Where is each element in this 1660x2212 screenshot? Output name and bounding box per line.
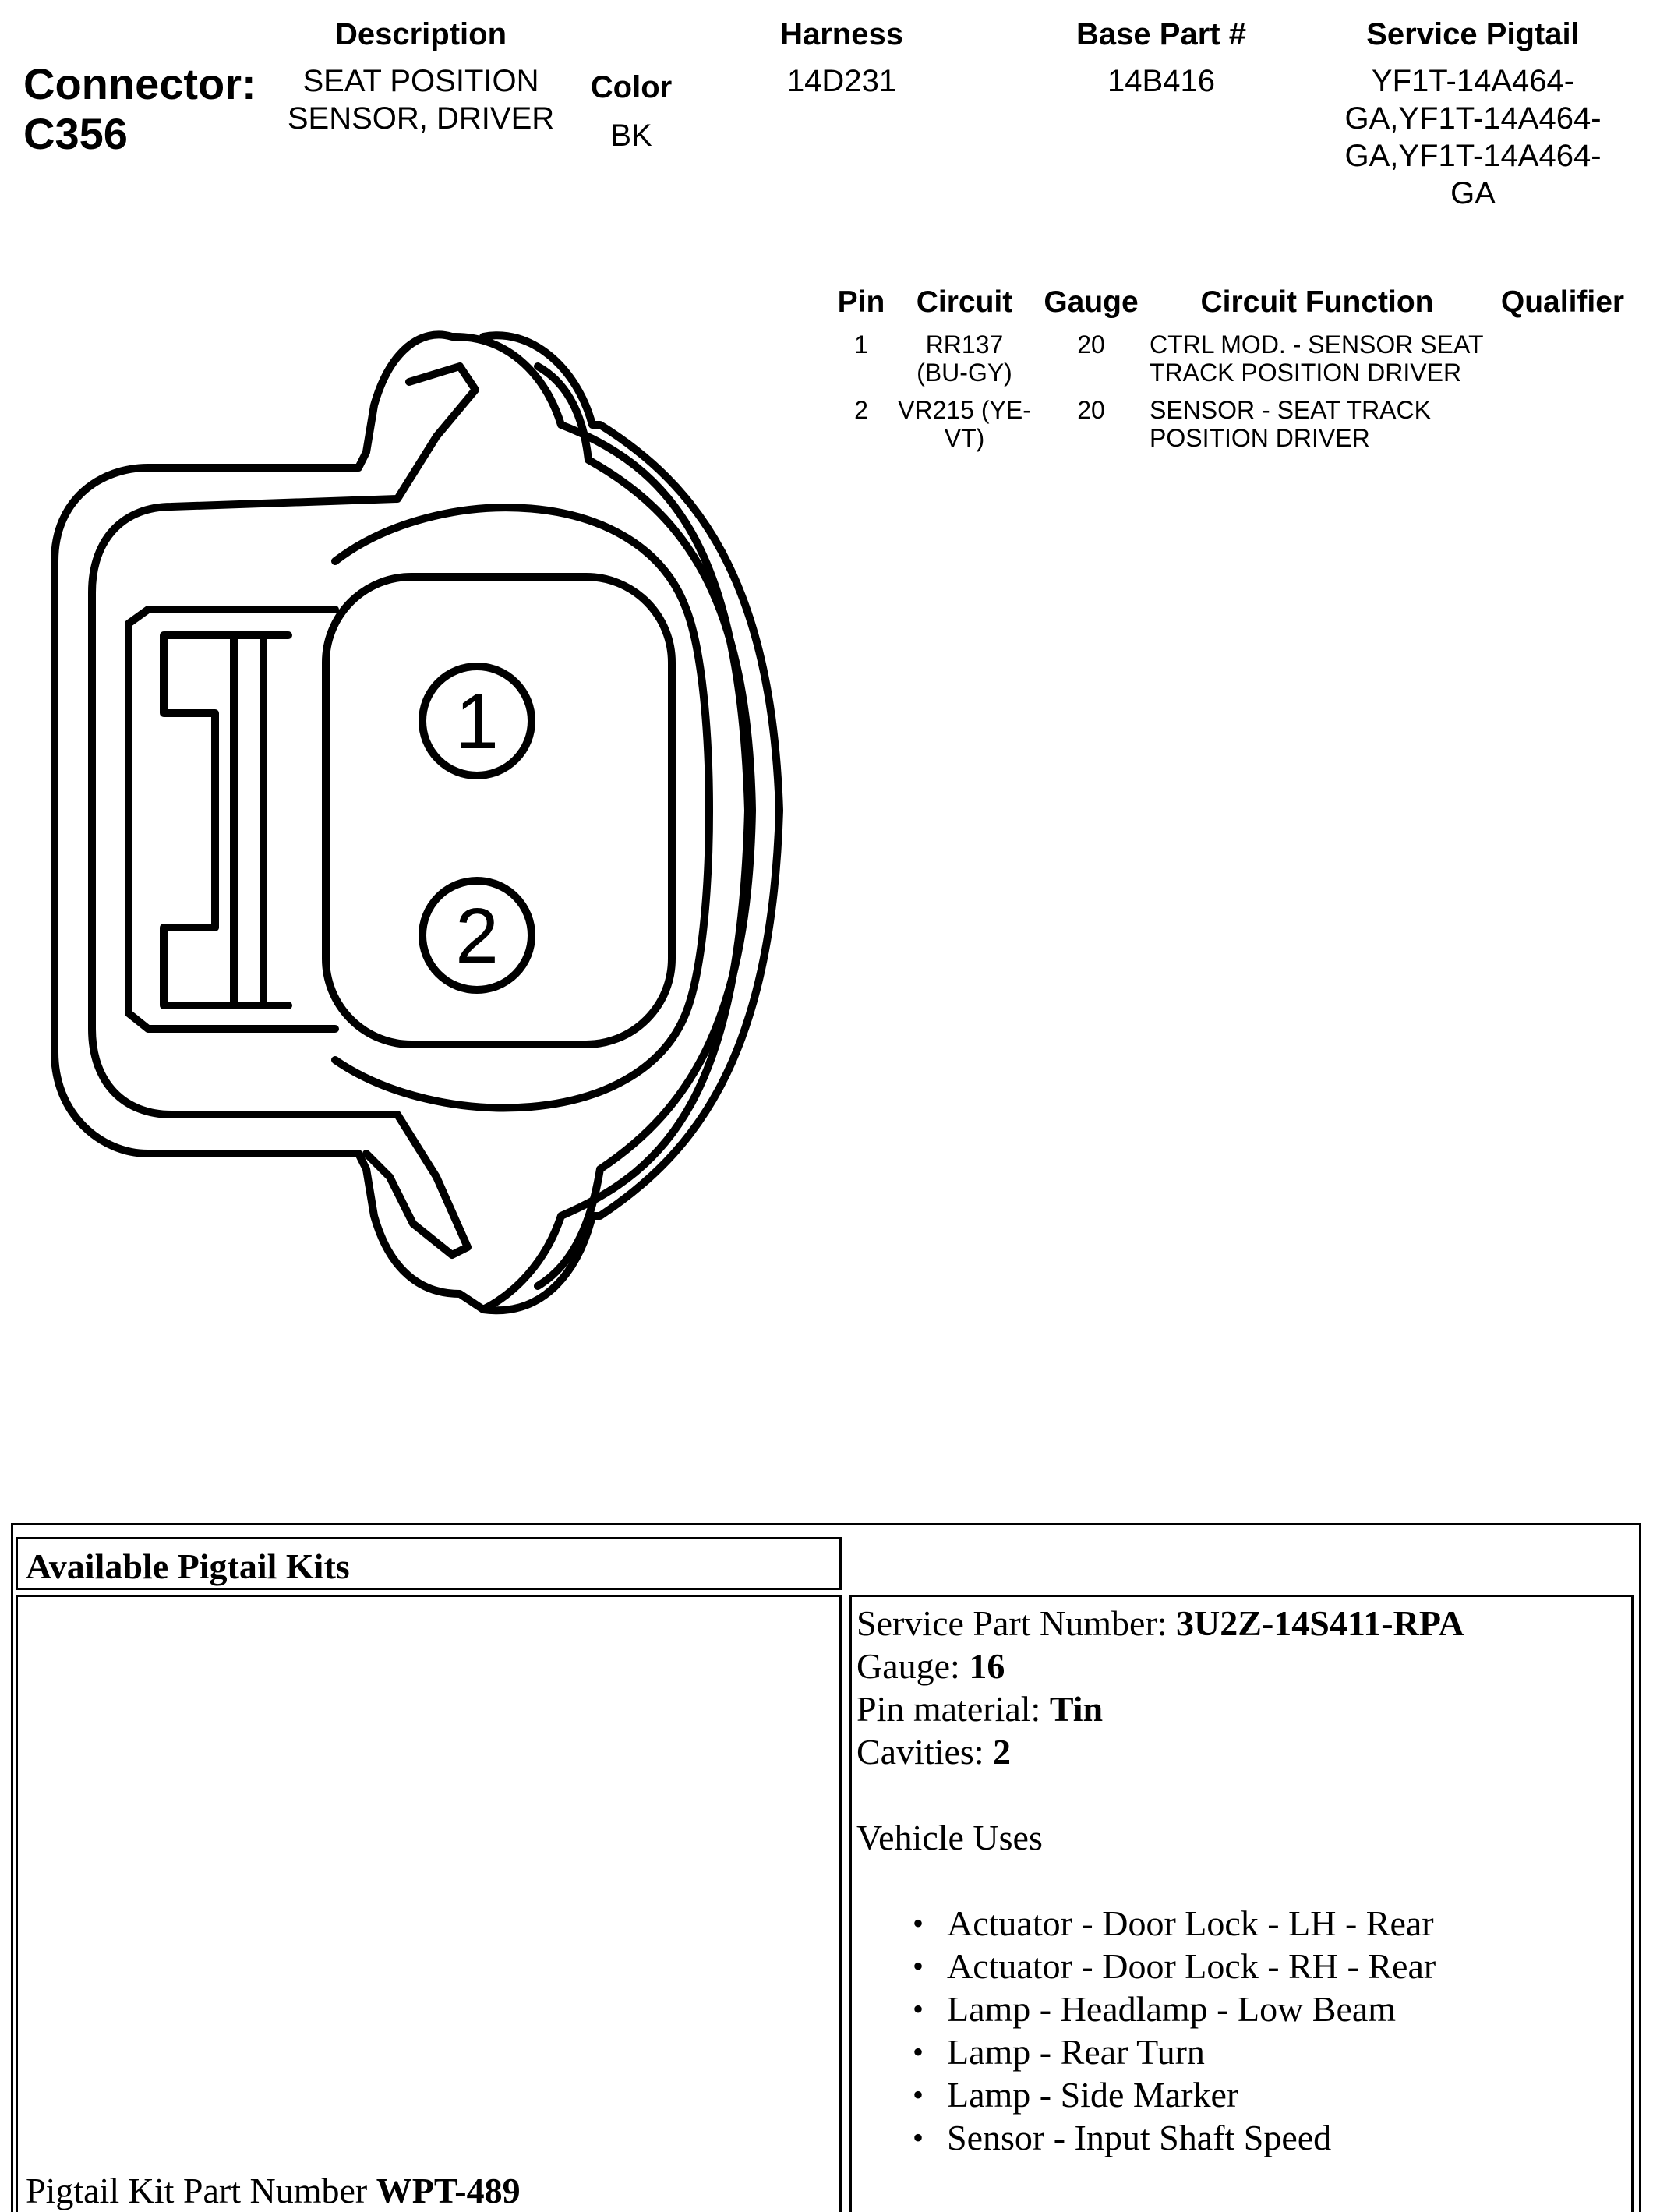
- pin-circuit: [896, 330, 1033, 387]
- qualifier-column-header: Qualifier: [1500, 285, 1625, 319]
- service-pigtail-line: GA,YF1T-14A464-: [1344, 139, 1602, 173]
- connector-face-diagram: [0, 0, 826, 1372]
- service-part-value: 3U2Z-14S411-RPA: [1176, 1603, 1464, 1643]
- color-header: Color: [590, 70, 673, 104]
- vehicle-uses-list: [856, 1902, 1626, 2159]
- pin-circuit: [896, 396, 1033, 452]
- pigtail-gauge: [856, 1645, 1626, 1687]
- pigtail-kit-number: WPT-489: [376, 2171, 521, 2210]
- pin-column-header: Pin: [837, 285, 885, 319]
- pin-function-line: CTRL MOD. - SENSOR SEAT: [1150, 330, 1484, 359]
- list-item: • Actuator - Door Lock - LH - Rear: [906, 1902, 1626, 1945]
- circuit-column-header: Circuit: [916, 285, 1013, 319]
- circuit-function-column-header: Circuit Function: [1200, 285, 1434, 319]
- description-line: SENSOR, DRIVER: [287, 101, 555, 136]
- pigtail-kit-part-number: [26, 2169, 521, 2212]
- gauge-column-header: Gauge: [1044, 285, 1139, 319]
- harness-value: 14D231: [786, 64, 897, 98]
- pin-circuit-line: VT): [944, 424, 985, 452]
- base-part-value: 14B416: [1107, 64, 1215, 98]
- cavities: [856, 1730, 1626, 1773]
- description-header: Description: [334, 17, 507, 51]
- pin-gauge: 20: [1077, 396, 1105, 424]
- service-pigtail-value: [1309, 62, 1637, 212]
- pin-circuit-line: RR137: [925, 330, 1004, 359]
- pigtail-title-cell: [16, 1537, 842, 1590]
- connector-back-shell-inner: [538, 366, 752, 1286]
- pin-number: 2: [854, 396, 868, 424]
- service-part-number: [856, 1602, 1626, 1645]
- description-line: SEAT POSITION: [302, 64, 539, 98]
- pin-function-line: TRACK POSITION DRIVER: [1150, 359, 1462, 387]
- connector-back-shell: [483, 335, 779, 1310]
- pigtail-details-cell: [849, 1595, 1634, 2212]
- connector-pin-face: [326, 577, 672, 1044]
- pin-circuit-function: [1150, 396, 1485, 452]
- connector-outer-body: [55, 334, 748, 1309]
- pigtail-kit-cell: [16, 1595, 842, 2212]
- color-value: BK: [610, 118, 652, 153]
- pin-material-label: Pin material:: [856, 1689, 1050, 1729]
- list-item: • Actuator - Door Lock - RH - Rear: [906, 1945, 1626, 1988]
- harness-header: Harness: [780, 17, 903, 51]
- service-part-label: Service Part Number:: [856, 1603, 1177, 1643]
- cavities-value: 2: [993, 1732, 1012, 1772]
- pin-number: 1: [854, 330, 868, 359]
- pin-circuit-line: (BU-GY): [917, 359, 1012, 387]
- pigtail-gauge-label: Gauge:: [856, 1646, 970, 1686]
- pigtail-kit-label: Pigtail Kit Part Number: [26, 2171, 376, 2210]
- service-pigtail-line: YF1T-14A464-: [1371, 64, 1575, 98]
- base-part-header: Base Part #: [1076, 17, 1246, 51]
- vehicle-uses-title: Vehicle Uses: [856, 1818, 1043, 1857]
- pigtail-gauge-value: 16: [969, 1646, 1005, 1686]
- pigtail-title: Available Pigtail Kits: [26, 1546, 350, 1586]
- service-pigtail-line: GA: [1450, 176, 1496, 210]
- pin-2-label: 2: [455, 892, 499, 980]
- pin-1-label: 1: [455, 678, 499, 765]
- list-item: • Lamp - Side Marker: [906, 2073, 1626, 2116]
- pin-function-line: POSITION DRIVER: [1150, 424, 1370, 452]
- cavities-label: Cavities:: [856, 1732, 994, 1772]
- pin-material-value: Tin: [1049, 1689, 1104, 1729]
- connector-inner-body: [92, 366, 475, 1255]
- pin-circuit-line: VR215 (YE-: [898, 396, 1031, 424]
- list-item: • Sensor - Input Shaft Speed: [906, 2116, 1626, 2159]
- connector-id: C356: [23, 109, 128, 158]
- service-pigtail-header: Service Pigtail: [1366, 17, 1580, 51]
- pin-circuit-function: [1150, 330, 1485, 387]
- service-pigtail-line: GA,YF1T-14A464-: [1344, 101, 1602, 136]
- list-item: • Lamp - Rear Turn: [906, 2030, 1626, 2073]
- pin-gauge: 20: [1077, 330, 1105, 359]
- pin-function-line: SENSOR - SEAT TRACK: [1150, 396, 1431, 424]
- list-item: • Lamp - Headlamp - Low Beam: [906, 1988, 1626, 2030]
- connector-label: Connector:: [23, 59, 256, 108]
- pin-material: [856, 1687, 1626, 1730]
- connector-latch-inner: [164, 635, 288, 1005]
